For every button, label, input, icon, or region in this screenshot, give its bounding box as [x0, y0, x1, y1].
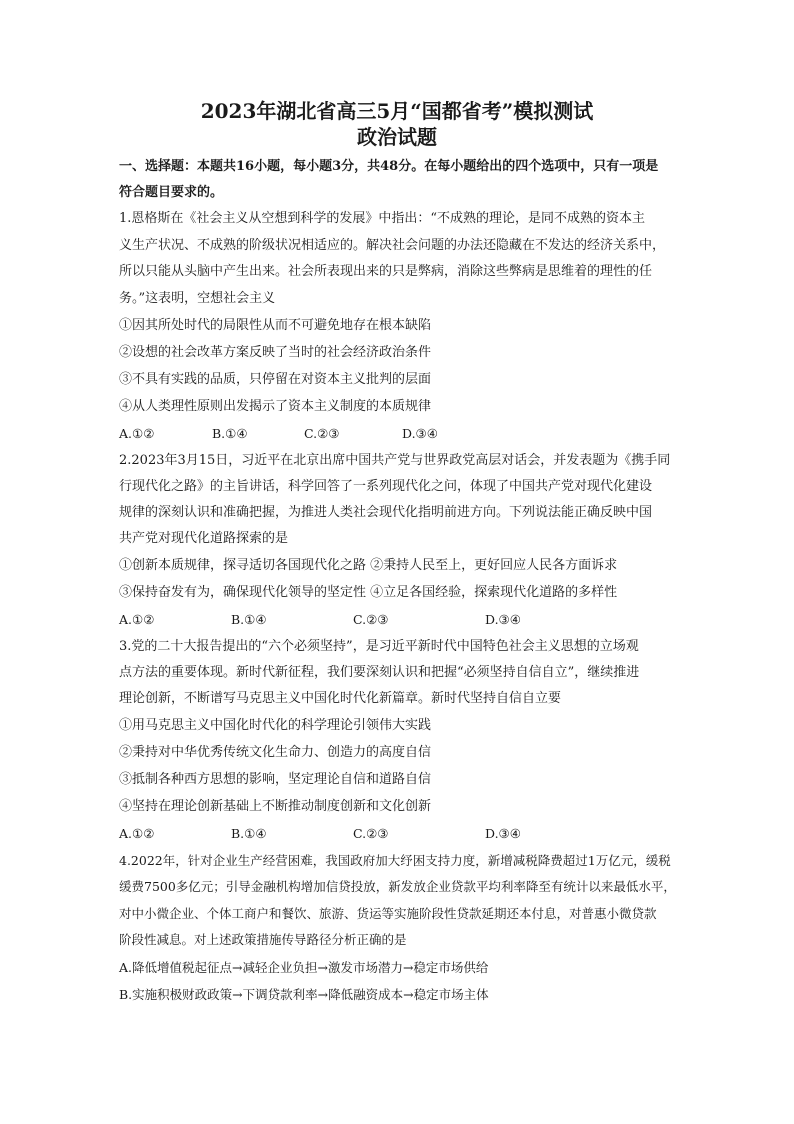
q3-option-d: D.③④	[485, 826, 521, 841]
q4-stem-line-3: 对中小微企业、个体工商户和餐饮、旅游、货运等实施阶段性贷款延期还本付息，对普惠小微贷款	[119, 906, 657, 921]
q2-options	[119, 611, 679, 629]
q1-item-4: ④从人类理性原则出发揭示了资本主义制度的本质规律	[119, 399, 432, 414]
q3-option-a: A.①②	[119, 826, 155, 841]
q4-stem-line-2: 缓费7500多亿元；引导金融机构增加信贷投放，新发放企业贷款平均利率降至有统计以来最低水平，	[119, 879, 676, 894]
q3-item-3: ③抵制各种西方思想的影响，坚定理论自信和道路自信	[119, 772, 432, 787]
q1-stem-line-4: 务。”这表明，空想社会主义	[119, 291, 276, 306]
q1-stem-line-2: 义生产状况、不成熟的阶级状况相适应的。解决社会问题的办法还隐藏在不发达的经济关系中，	[119, 238, 666, 253]
q2-option-c: C.②③	[353, 612, 389, 627]
q3-option-c: C.②③	[353, 826, 389, 841]
q2-stem-line-3: 规律的深刻认识和准确把握，为推进人类社会现代化指明前进方向。下列说法能正确反映中国	[119, 505, 653, 520]
q2-items-row-1: ①创新本质规律，探寻适切各国现代化之路 ②秉持人民至上，更好回应人民各方面诉求	[119, 558, 618, 573]
section-heading-line-1: 一、选择题：本题共16小题，每小题3分，共48分。在每小题给出的四个选项中，只有一项是	[119, 159, 659, 174]
q4-stem-line-1: 4.2022年，针对企业生产经营困难，我国政府加大纾困支持力度，新增减税降费超过1万亿元，缓税	[119, 853, 671, 868]
q1-option-d: D.③④	[402, 426, 438, 441]
exam-title: 2023年湖北省高三5月“国都省考”模拟测试	[200, 99, 594, 123]
q1-stem-line-3: 所以只能从头脑中产生出来。社会所表现出来的只是弊病，消除这些弊病是思维着的理性的任	[119, 264, 653, 279]
q3-item-1: ①用马克思主义中国化时代化的科学理论引领伟大实践	[119, 718, 432, 733]
q3-item-2: ②秉持对中华优秀传统文化生命力、创造力的高度自信	[119, 745, 432, 760]
q1-options	[119, 425, 679, 443]
q1-item-2: ②设想的社会改革方案反映了当时的社会经济政治条件	[119, 345, 432, 360]
q3-stem-line-1: 3.党的二十大报告提出的“六个必须坚持”，是习近平新时代中国特色社会主义思想的立场观	[119, 639, 639, 654]
q1-option-a: A.①②	[119, 426, 155, 441]
q2-option-a: A.①②	[119, 612, 155, 627]
exam-subtitle: 政治试题	[357, 125, 437, 149]
q1-stem-line-1: 1.恩格斯在《社会主义从空想到科学的发展》中指出：“不成熟的理论，是同不成熟的资本主	[119, 211, 646, 226]
q1-option-b: B.①④	[212, 426, 248, 441]
q2-option-d: D.③④	[485, 612, 521, 627]
q1-item-1: ①因其所处时代的局限性从而不可避免地存在根本缺陷	[119, 318, 432, 333]
q4-option-a: A.降低增值税起征点→减轻企业负担→激发市场潜力→稳定市场供给	[119, 960, 489, 975]
q3-stem-line-3: 理论创新，不断谱写马克思主义中国化时代化新篇章。新时代坚持自信自立要	[119, 691, 562, 706]
q4-stem-line-4: 阶段性减息。对上述政策措施传导路径分析正确的是	[119, 932, 407, 947]
q2-stem-line-4: 共产党对现代化道路探索的是	[119, 531, 289, 546]
section-heading-line-2: 符合题目要求的。	[119, 185, 224, 200]
q3-options	[119, 825, 679, 843]
q3-option-b: B.①④	[231, 826, 267, 841]
q4-option-b: B.实施积极财政政策→下调贷款利率→降低融资成本→稳定市场主体	[119, 987, 489, 1002]
q2-stem-line-1: 2.2023年3月15日，习近平在北京出席中国共产党与世界政党高层对话会，并发表题为《携手同	[119, 453, 671, 468]
q2-stem-line-2: 行现代化之路》的主旨讲话，科学回答了一系列现代化之问，体现了中国共产党对现代化建设	[119, 479, 653, 494]
q2-option-b: B.①④	[231, 612, 267, 627]
q3-item-4: ④坚持在理论创新基础上不断推动制度创新和文化创新	[119, 799, 432, 814]
q2-items-row-2: ③保持奋发有为，确保现代化领导的坚定性 ④立足各国经验，探索现代化道路的多样性	[119, 585, 618, 600]
q3-stem-line-2: 点方法的重要体现。新时代新征程，我们要深刻认识和把握“必须坚持自信自立”，继续推进	[119, 665, 640, 680]
q1-item-3: ③不具有实践的品质，只停留在对资本主义批判的层面	[119, 372, 432, 387]
q1-option-c: C.②③	[304, 426, 340, 441]
